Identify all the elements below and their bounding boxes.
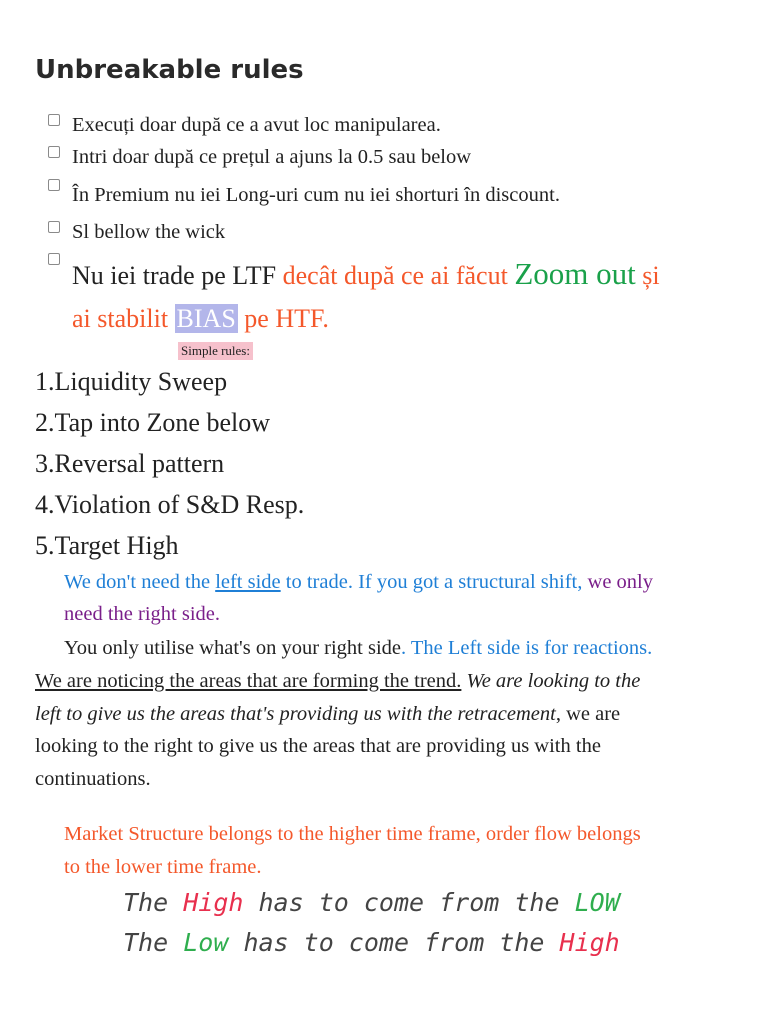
para2-b: . The Left side is for reactions. — [401, 637, 653, 659]
rule-2: 2.Tap into Zone below — [35, 408, 271, 437]
established-text: ai stabilit — [72, 304, 169, 333]
and-text: și — [642, 261, 660, 290]
para1-a: We don't need the — [64, 571, 211, 593]
mono-l2-d: High — [559, 928, 620, 957]
para3-rest: , we are — [555, 703, 621, 725]
para3-line-1 — [35, 670, 640, 693]
simple-rules-label: Simple rules: — [178, 342, 253, 360]
checklist-item-5-line-2 — [72, 304, 329, 334]
mono-l2-c: has to come from the — [243, 928, 545, 957]
para3-line-3: looking to the right to give us the areas that are providing us with the — [35, 735, 601, 757]
mono-l2-b: Low — [183, 928, 229, 957]
left-side-link[interactable]: left side — [215, 571, 281, 593]
zoom-out-text: Zoom out — [514, 256, 636, 291]
mono-l1-d: LOW — [574, 888, 620, 917]
checkbox-5[interactable] — [48, 253, 60, 265]
page-title: Unbreakable rules — [35, 55, 304, 85]
checklist-item-5-line-1 — [72, 256, 660, 292]
para3-italic-1: We are looking to the — [466, 670, 641, 692]
para3-underlined: We are noticing the areas that are forming the trend. — [35, 670, 462, 692]
para1-d: we only — [587, 571, 653, 593]
checklist-item-1: Execuți doar după ce a avut loc manipularea. — [72, 114, 441, 136]
checkbox-1[interactable] — [48, 114, 60, 126]
bias-highlight: BIAS — [176, 304, 236, 333]
ltf-text: Nu iei trade pe LTF — [72, 261, 277, 290]
para2-a: You only utilise what's on your right side — [64, 637, 402, 659]
para1-line-1 — [64, 571, 653, 594]
para4-line-2: to the lower time frame. — [64, 856, 262, 878]
checklist-item-4: Sl bellow the wick — [72, 221, 226, 243]
checklist-item-3: În Premium nu iei Long-uri cum nu iei shorturi în discount. — [72, 184, 560, 206]
checkbox-4[interactable] — [48, 221, 60, 233]
mono-line-2 — [123, 928, 620, 957]
para1-line-2: need the right side. — [64, 603, 220, 625]
mono-l2-a: The — [123, 928, 169, 957]
rule-4: 4.Violation of S&D Resp. — [35, 490, 305, 519]
mono-l1-b: High — [183, 888, 244, 917]
rule-5: 5.Target High — [35, 531, 179, 560]
mono-l1-c: has to come from the — [258, 888, 560, 917]
rule-1: 1.Liquidity Sweep — [35, 367, 228, 396]
mono-l1-a: The — [123, 888, 169, 917]
para3-line-4: continuations. — [35, 768, 151, 790]
checkbox-3[interactable] — [48, 179, 60, 191]
para2 — [64, 637, 652, 660]
para3-line-2 — [35, 703, 620, 726]
para4-line-1: Market Structure belongs to the higher time frame, order flow belongs — [64, 823, 641, 845]
htf-text: pe HTF. — [244, 304, 329, 333]
checkbox-2[interactable] — [48, 146, 60, 158]
para3-italic-2: left to give us the areas that's providing us with the retracement — [35, 703, 556, 725]
mono-line-1 — [123, 888, 620, 917]
after-text: decât după ce ai făcut — [282, 261, 508, 290]
rule-3: 3.Reversal pattern — [35, 449, 225, 478]
para1-c: to trade. If you got a structural shift, — [285, 571, 583, 593]
checklist-item-2: Intri doar după ce prețul a ajuns la 0.5 sau below — [72, 146, 472, 168]
